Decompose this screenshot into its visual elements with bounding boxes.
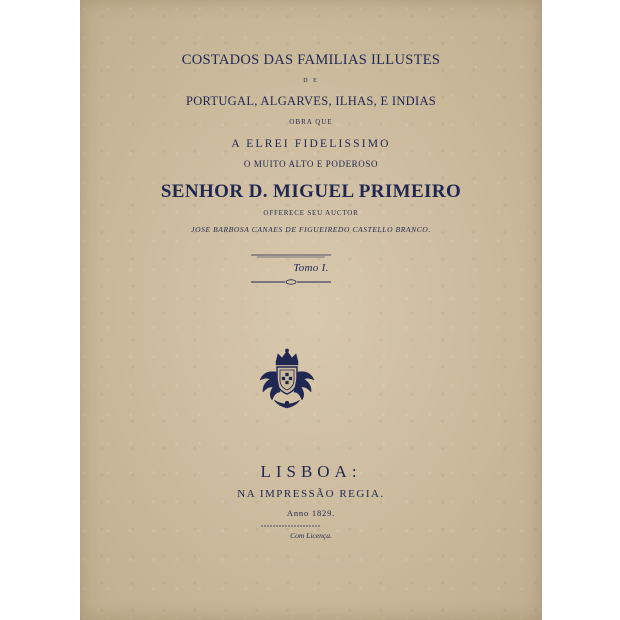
title-line-offerece: OFFERECE SEU AUCTOR (263, 209, 359, 217)
title-line-costados: COSTADOS DAS FAMILIAS ILLUSTES (181, 52, 441, 68)
ornamental-rule (251, 279, 331, 285)
dedicatee-name: SENHOR D. MIGUEL PRIMEIRO (160, 181, 462, 202)
title-line-de: D E (303, 78, 319, 84)
royal-coat-of-arms-icon (256, 348, 318, 412)
imprint-year: Anno 1829. (286, 508, 336, 518)
license-note: Com Licença. (290, 531, 332, 540)
title-line-elrei: A ELREI FIDELISSIMO (231, 138, 391, 150)
title-line-poderoso: O MUITO ALTO E PODEROSO (243, 159, 379, 169)
imprint-printer: NA IMPRESSÃO REGIA. (237, 488, 385, 500)
top-double-rule (251, 254, 331, 258)
title-line-portugal: PORTUGAL, ALGARVES, ILHAS, E INDIAS (185, 94, 437, 108)
volume-label: Tomo I. (293, 262, 329, 274)
title-line-obra-que: OBRA QUE (289, 118, 333, 126)
author-name: JOSE BARBOSA CANAES DE FIGUEIREDO CASTELLO BRANCO. (191, 225, 431, 234)
imprint-place: LISBOA: (260, 462, 362, 481)
book-title-page (80, 0, 542, 620)
license-rule (261, 524, 321, 528)
